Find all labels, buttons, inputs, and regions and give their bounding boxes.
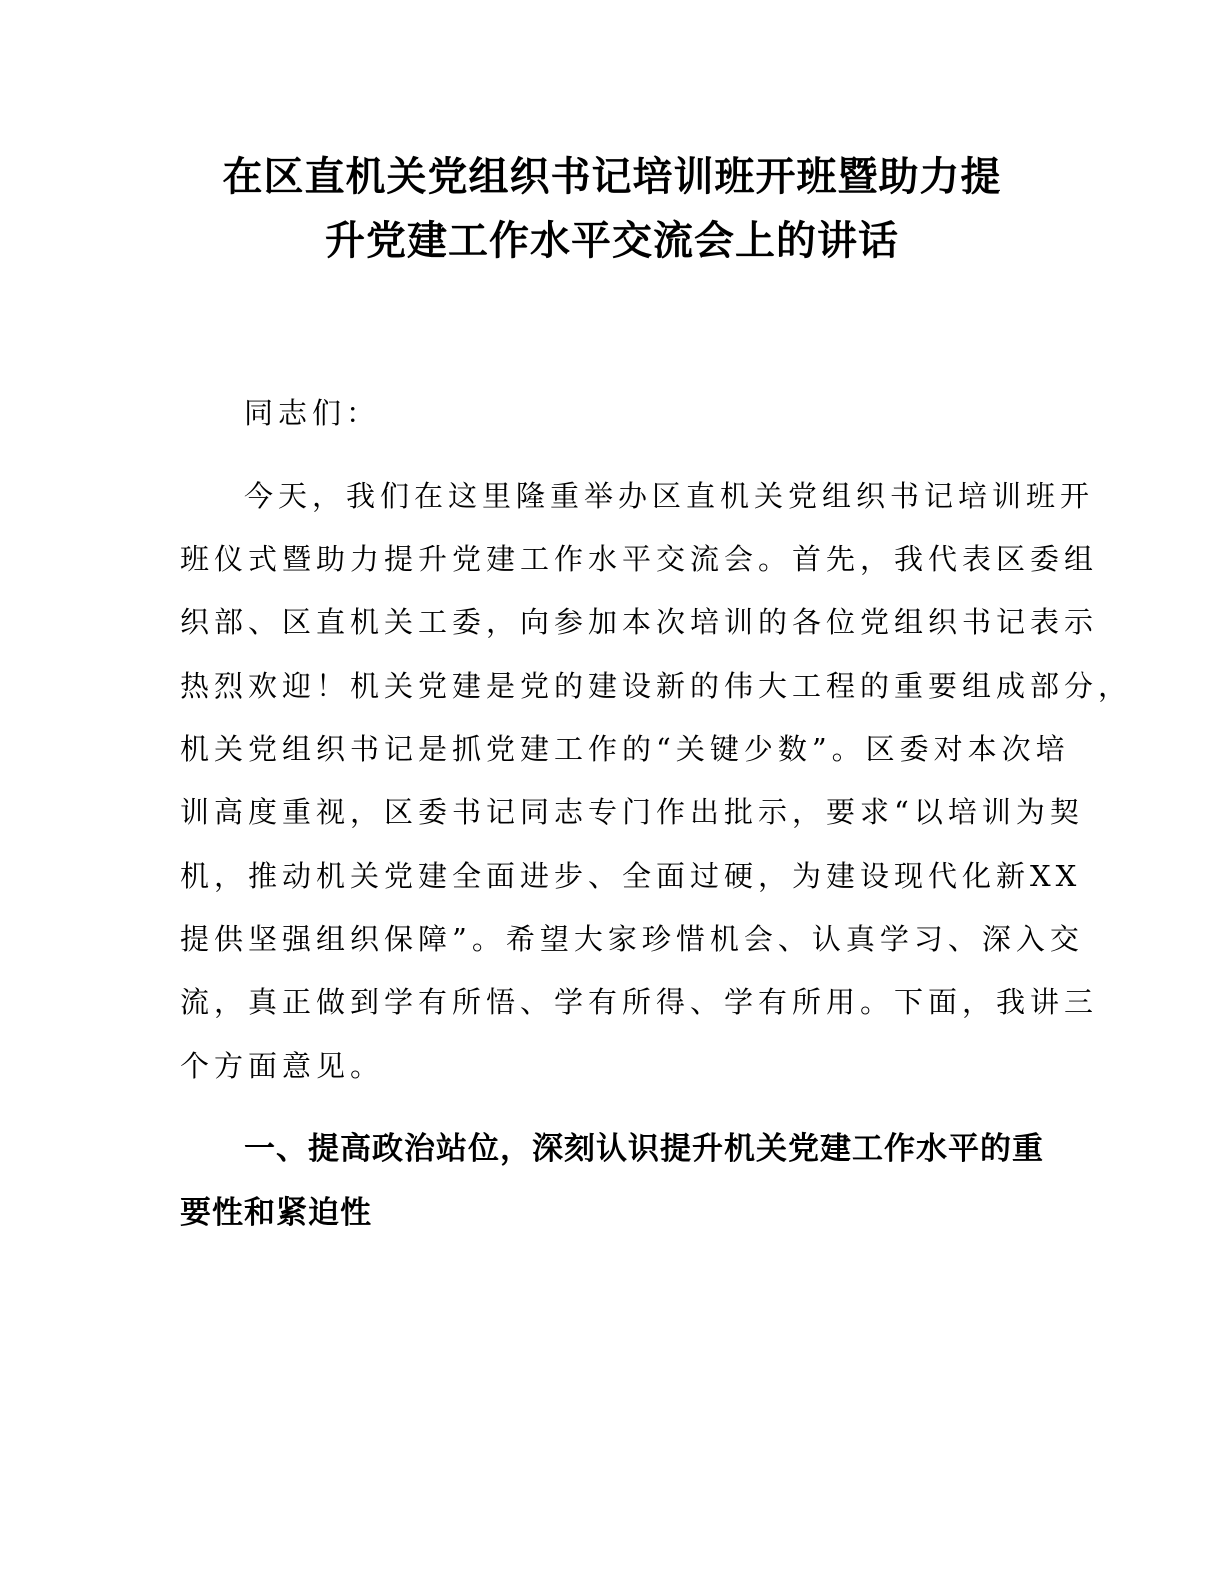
paragraph-line: 班仪式暨助力提升党建工作水平交流会。首先，我代表区委组	[180, 542, 1099, 576]
document-title-line-1: 在区直机关党组织书记培训班开班暨助力提	[222, 154, 1002, 200]
paragraph-line: 今天，我们在这里隆重举办区直机关党组织书记培训班开	[244, 479, 1095, 513]
paragraph-line: 个方面意见。	[180, 1049, 385, 1083]
paragraph-line: 织部、区直机关工委，向参加本次培训的各位党组织书记表示	[180, 605, 1099, 639]
paragraph-line: 训高度重视，区委书记同志专门作出批示，要求“以培训为契	[180, 795, 1084, 829]
document-title-line-2: 升党建工作水平交流会上的讲话	[325, 218, 899, 264]
paragraph-line: 热烈欢迎！机关党建是党的建设新的伟大工程的重要组成部分，	[180, 669, 1133, 703]
paragraph-line: 机，推动机关党建全面进步、全面过硬，为建设现代化新XX	[180, 859, 1082, 893]
salutation: 同志们：	[244, 396, 381, 430]
paragraph-line: 机关党组织书记是抓党建工作的“关键少数”。区委对本次培	[180, 732, 1070, 766]
paragraph-line: 提供坚强组织保障”。希望大家珍惜机会、认真学习、深入交	[180, 922, 1084, 956]
paragraph-line: 流，真正做到学有所悟、学有所得、学有所用。下面，我讲三	[180, 985, 1099, 1019]
section-heading-line-1: 一、提高政治站位，深刻认识提升机关党建工作水平的重	[244, 1131, 1044, 1167]
section-heading-line-2: 要性和紧迫性	[180, 1195, 372, 1231]
